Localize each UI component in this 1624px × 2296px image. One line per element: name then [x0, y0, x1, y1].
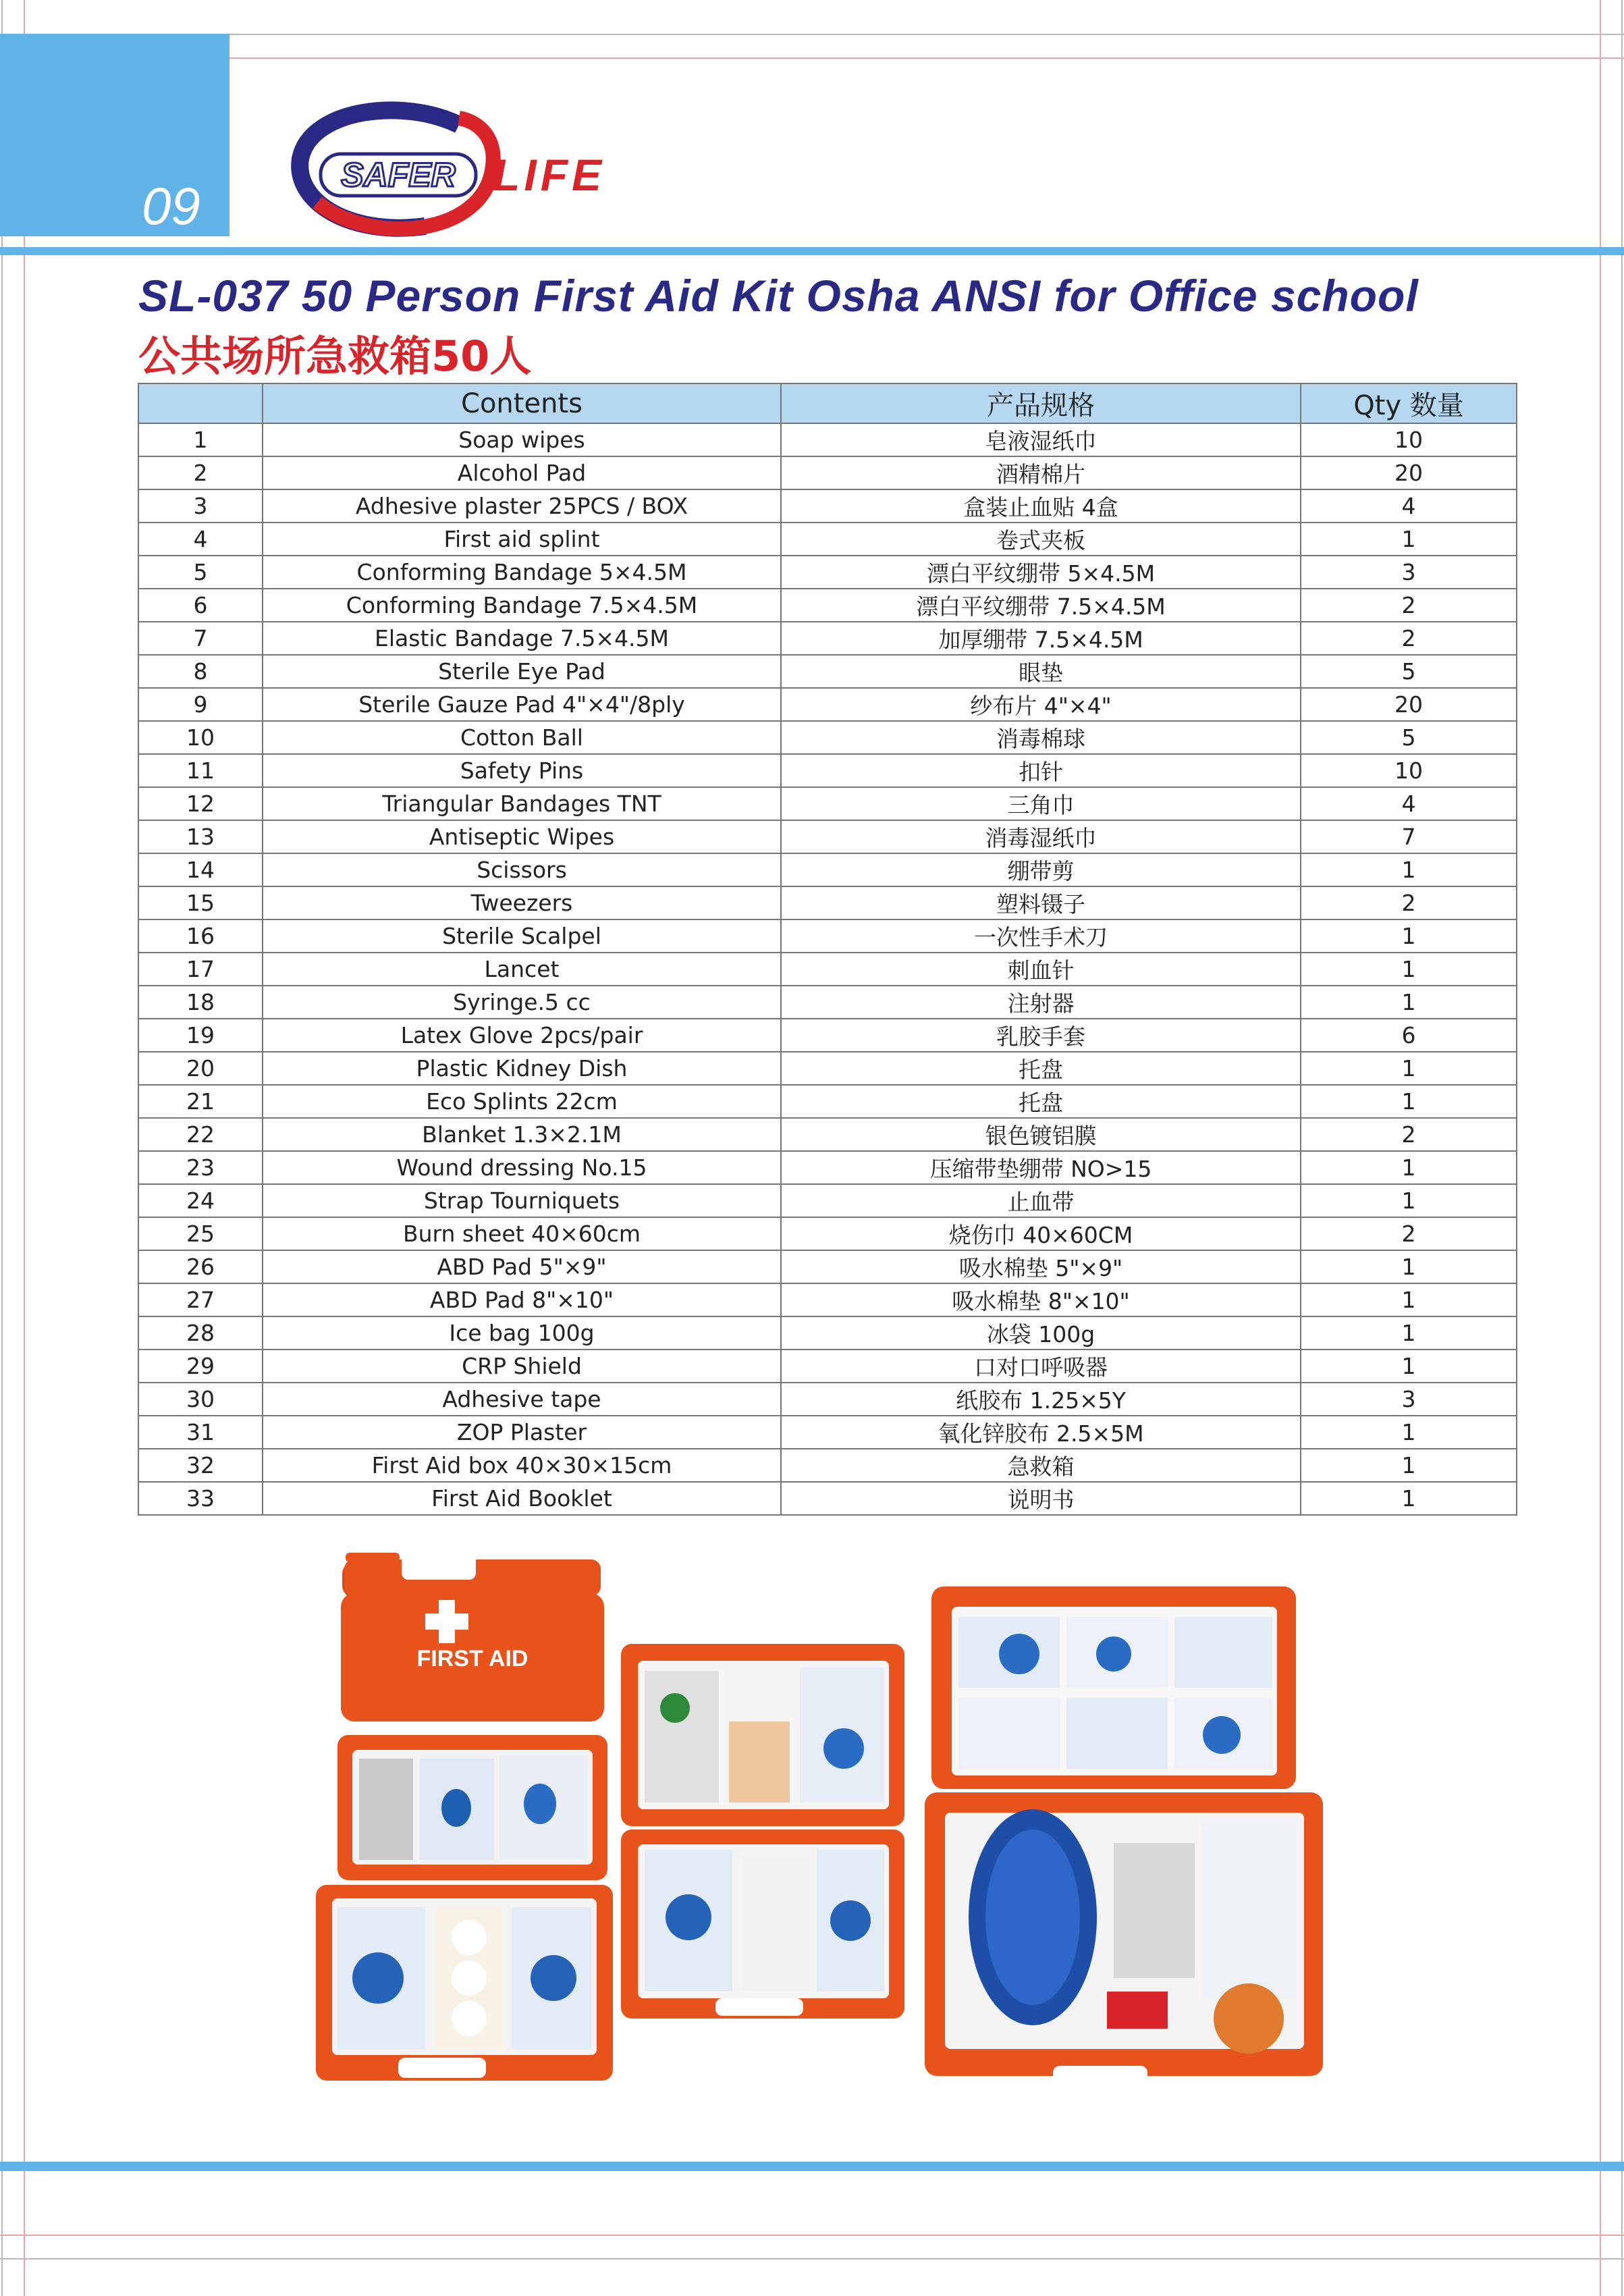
- row-number: 31: [138, 1416, 263, 1449]
- table-row: [138, 688, 1517, 721]
- item-qty: 4: [1301, 489, 1517, 523]
- item-spec: 说明书: [781, 1482, 1301, 1515]
- footer-blue-band: [0, 2162, 1624, 2171]
- row-number: 21: [138, 1085, 263, 1118]
- table-row: [138, 589, 1517, 622]
- item-spec: 乳胶手套: [781, 1019, 1301, 1052]
- table-row: [138, 1350, 1517, 1383]
- item-spec: 绷带剪: [781, 853, 1301, 886]
- item-spec: 止血带: [781, 1184, 1301, 1217]
- header-spec: 产品规格: [781, 383, 1301, 423]
- row-number: 10: [138, 721, 263, 754]
- row-number: 8: [138, 655, 263, 688]
- row-number: 11: [138, 754, 263, 787]
- item-qty: 1: [1301, 1085, 1517, 1118]
- table-row: [138, 1383, 1517, 1416]
- item-contents: Wound dressing No.15: [263, 1151, 781, 1184]
- table-row: [138, 1449, 1517, 1482]
- row-number: 25: [138, 1217, 263, 1250]
- item-qty: 5: [1301, 721, 1517, 754]
- table-row: [138, 820, 1517, 853]
- header-qty: Qty 数量: [1301, 383, 1517, 423]
- item-contents: Antiseptic Wipes: [263, 820, 781, 853]
- item-qty: 1: [1301, 853, 1517, 886]
- row-number: 20: [138, 1052, 263, 1085]
- brand-logo: [290, 101, 641, 243]
- row-number: 16: [138, 919, 263, 953]
- item-contents: Cotton Ball: [263, 721, 781, 754]
- lid-case: [341, 1553, 604, 1721]
- table-row: [138, 655, 1517, 688]
- red-guide-right: [1600, 0, 1601, 2296]
- item-spec: 注射器: [781, 986, 1301, 1019]
- item-contents: CRP Shield: [263, 1350, 781, 1383]
- row-number: 27: [138, 1283, 263, 1316]
- row-number: 9: [138, 688, 263, 721]
- item-spec: 托盘: [781, 1052, 1301, 1085]
- item-contents: Lancet: [263, 953, 781, 986]
- item-contents: Eco Splints 22cm: [263, 1085, 781, 1118]
- item-qty: 2: [1301, 1217, 1517, 1250]
- page-number-tab: [0, 34, 229, 236]
- item-spec: 加厚绷带 7.5×4.5M: [781, 622, 1301, 655]
- item-spec: 消毒棉球: [781, 721, 1301, 754]
- item-contents: Elastic Bandage 7.5×4.5M: [263, 622, 781, 655]
- table-row: [138, 1283, 1517, 1316]
- item-contents: Safety Pins: [263, 754, 781, 787]
- row-number: 30: [138, 1383, 263, 1416]
- item-qty: 6: [1301, 1019, 1517, 1052]
- item-contents: Burn sheet 40×60cm: [263, 1217, 781, 1250]
- item-contents: Sterile Scalpel: [263, 919, 781, 953]
- item-spec: 银色镀铝膜: [781, 1118, 1301, 1151]
- item-qty: 10: [1301, 754, 1517, 787]
- table-row: [138, 456, 1517, 489]
- table-row: [138, 1118, 1517, 1151]
- row-number: 3: [138, 489, 263, 523]
- row-number: 28: [138, 1316, 263, 1350]
- contents-table: [138, 383, 1517, 1516]
- item-spec: 扣针: [781, 754, 1301, 787]
- table-row: [138, 523, 1517, 556]
- header-blue-band: [0, 247, 1624, 255]
- row-number: 18: [138, 986, 263, 1019]
- row-number: 19: [138, 1019, 263, 1052]
- item-spec: 托盘: [781, 1085, 1301, 1118]
- item-contents: Strap Tourniquets: [263, 1184, 781, 1217]
- table-row: [138, 1316, 1517, 1350]
- item-spec: 吸水棉垫 5"×9": [781, 1250, 1301, 1283]
- item-qty: 2: [1301, 622, 1517, 655]
- item-qty: 1: [1301, 1316, 1517, 1350]
- table-row: [138, 556, 1517, 589]
- item-spec: 急救箱: [781, 1449, 1301, 1482]
- item-spec: 皂液湿纸巾: [781, 423, 1301, 456]
- row-number: 14: [138, 853, 263, 886]
- item-qty: 1: [1301, 1250, 1517, 1283]
- table-row: [138, 986, 1517, 1019]
- table-row: [138, 489, 1517, 523]
- row-number: 6: [138, 589, 263, 622]
- item-qty: 4: [1301, 787, 1517, 820]
- page-number: 09: [142, 176, 200, 236]
- item-contents: Sterile Gauze Pad 4"×4"/8ply: [263, 688, 781, 721]
- item-contents: Conforming Bandage 7.5×4.5M: [263, 589, 781, 622]
- item-qty: 1: [1301, 1283, 1517, 1316]
- table-row: [138, 754, 1517, 787]
- row-number: 32: [138, 1449, 263, 1482]
- item-contents: Sterile Eye Pad: [263, 655, 781, 688]
- frame-line-bottom: [0, 2258, 1624, 2260]
- item-qty: 5: [1301, 655, 1517, 688]
- red-guide-bottom: [0, 2235, 1624, 2236]
- row-number: 4: [138, 523, 263, 556]
- item-spec: 口对口呼吸器: [781, 1350, 1301, 1383]
- row-number: 22: [138, 1118, 263, 1151]
- first-aid-kit-photo: [297, 1553, 1363, 2147]
- item-spec: 酒精棉片: [781, 456, 1301, 489]
- table-row: [138, 853, 1517, 886]
- item-qty: 1: [1301, 1416, 1517, 1449]
- item-spec: 刺血针: [781, 953, 1301, 986]
- item-qty: 3: [1301, 1383, 1517, 1416]
- item-contents: Soap wipes: [263, 423, 781, 456]
- table-row: [138, 622, 1517, 655]
- item-contents: Plastic Kidney Dish: [263, 1052, 781, 1085]
- item-qty: 1: [1301, 986, 1517, 1019]
- red-guide-top: [229, 57, 1624, 59]
- table-row: [138, 1217, 1517, 1250]
- row-number: 26: [138, 1250, 263, 1283]
- table-row: [138, 1482, 1517, 1515]
- logo-safer-text: SAFER: [341, 156, 456, 194]
- item-spec: 纱布片 4"×4": [781, 688, 1301, 721]
- table-row: [138, 1151, 1517, 1184]
- table-row: [138, 787, 1517, 820]
- item-contents: Scissors: [263, 853, 781, 886]
- item-contents: Adhesive tape: [263, 1383, 781, 1416]
- row-number: 17: [138, 953, 263, 986]
- row-number: 13: [138, 820, 263, 853]
- item-contents: Adhesive plaster 25PCS / BOX: [263, 489, 781, 523]
- table-body: [138, 423, 1517, 1515]
- item-qty: 2: [1301, 1118, 1517, 1151]
- row-number: 33: [138, 1482, 263, 1515]
- item-contents: Conforming Bandage 5×4.5M: [263, 556, 781, 589]
- item-contents: First Aid Booklet: [263, 1482, 781, 1515]
- table-row: [138, 1250, 1517, 1283]
- item-contents: ABD Pad 8"×10": [263, 1283, 781, 1316]
- title-chinese: 公共场所急救箱50人: [138, 331, 532, 381]
- header-contents: Contents: [263, 383, 781, 423]
- item-qty: 2: [1301, 589, 1517, 622]
- item-spec: 盒装止血贴 4盒: [781, 489, 1301, 523]
- item-spec: 烧伤巾 40×60CM: [781, 1217, 1301, 1250]
- table-header-row: [138, 383, 1517, 423]
- item-qty: 10: [1301, 423, 1517, 456]
- item-spec: 压缩带垫绷带 NO>15: [781, 1151, 1301, 1184]
- table-row: [138, 423, 1517, 456]
- item-spec: 漂白平纹绷带 7.5×4.5M: [781, 589, 1301, 622]
- item-contents: ABD Pad 5"×9": [263, 1250, 781, 1283]
- row-number: 7: [138, 622, 263, 655]
- row-number: 2: [138, 456, 263, 489]
- item-contents: Triangular Bandages TNT: [263, 787, 781, 820]
- item-contents: Alcohol Pad: [263, 456, 781, 489]
- item-qty: 1: [1301, 1350, 1517, 1383]
- item-contents: Latex Glove 2pcs/pair: [263, 1019, 781, 1052]
- table-row: [138, 1085, 1517, 1118]
- item-qty: 1: [1301, 1151, 1517, 1184]
- header-number: [138, 383, 263, 423]
- item-contents: First aid splint: [263, 523, 781, 556]
- table-row: [138, 953, 1517, 986]
- item-qty: 1: [1301, 1449, 1517, 1482]
- row-number: 23: [138, 1151, 263, 1184]
- item-qty: 2: [1301, 886, 1517, 919]
- row-number: 24: [138, 1184, 263, 1217]
- item-spec: 塑料镊子: [781, 886, 1301, 919]
- logo-life-text: LIFE: [493, 150, 605, 200]
- item-contents: ZOP Plaster: [263, 1416, 781, 1449]
- item-contents: Syringe.5 cc: [263, 986, 781, 1019]
- item-qty: 1: [1301, 953, 1517, 986]
- item-qty: 3: [1301, 556, 1517, 589]
- item-spec: 一次性手术刀: [781, 919, 1301, 953]
- item-qty: 1: [1301, 919, 1517, 953]
- item-qty: 1: [1301, 1052, 1517, 1085]
- red-guide-left: [24, 0, 25, 2296]
- frame-line-left: [1, 0, 3, 2296]
- item-spec: 纸胶布 1.25×5Y: [781, 1383, 1301, 1416]
- item-spec: 消毒湿纸巾: [781, 820, 1301, 853]
- table-row: [138, 1052, 1517, 1085]
- item-contents: Tweezers: [263, 886, 781, 919]
- item-qty: 1: [1301, 523, 1517, 556]
- table-row: [138, 721, 1517, 754]
- item-contents: Ice bag 100g: [263, 1316, 781, 1350]
- item-qty: 20: [1301, 688, 1517, 721]
- item-qty: 1: [1301, 1482, 1517, 1515]
- table-row: [138, 1019, 1517, 1052]
- table-row: [138, 919, 1517, 953]
- item-spec: 眼垫: [781, 655, 1301, 688]
- item-contents: Blanket 1.3×2.1M: [263, 1118, 781, 1151]
- item-qty: 20: [1301, 456, 1517, 489]
- item-spec: 吸水棉垫 8"×10": [781, 1283, 1301, 1316]
- row-number: 1: [138, 423, 263, 456]
- item-qty: 1: [1301, 1184, 1517, 1217]
- row-number: 5: [138, 556, 263, 589]
- item-spec: 漂白平纹绷带 5×4.5M: [781, 556, 1301, 589]
- item-spec: 三角巾: [781, 787, 1301, 820]
- item-spec: 氧化锌胶布 2.5×5M: [781, 1416, 1301, 1449]
- title-english: SL-037 50 Person First Aid Kit Osha ANSI for Office school: [138, 271, 1419, 321]
- row-number: 12: [138, 787, 263, 820]
- frame-line-top: [0, 34, 1624, 35]
- item-spec: 卷式夹板: [781, 523, 1301, 556]
- lid-first-aid-label: FIRST AID: [416, 1646, 529, 1672]
- item-contents: First Aid box 40×30×15cm: [263, 1449, 781, 1482]
- table-row: [138, 1416, 1517, 1449]
- item-qty: 7: [1301, 820, 1517, 853]
- row-number: 29: [138, 1350, 263, 1383]
- item-spec: 冰袋 100g: [781, 1316, 1301, 1350]
- table-row: [138, 1184, 1517, 1217]
- frame-line-right: [1621, 0, 1623, 2296]
- row-number: 15: [138, 886, 263, 919]
- table-row: [138, 886, 1517, 919]
